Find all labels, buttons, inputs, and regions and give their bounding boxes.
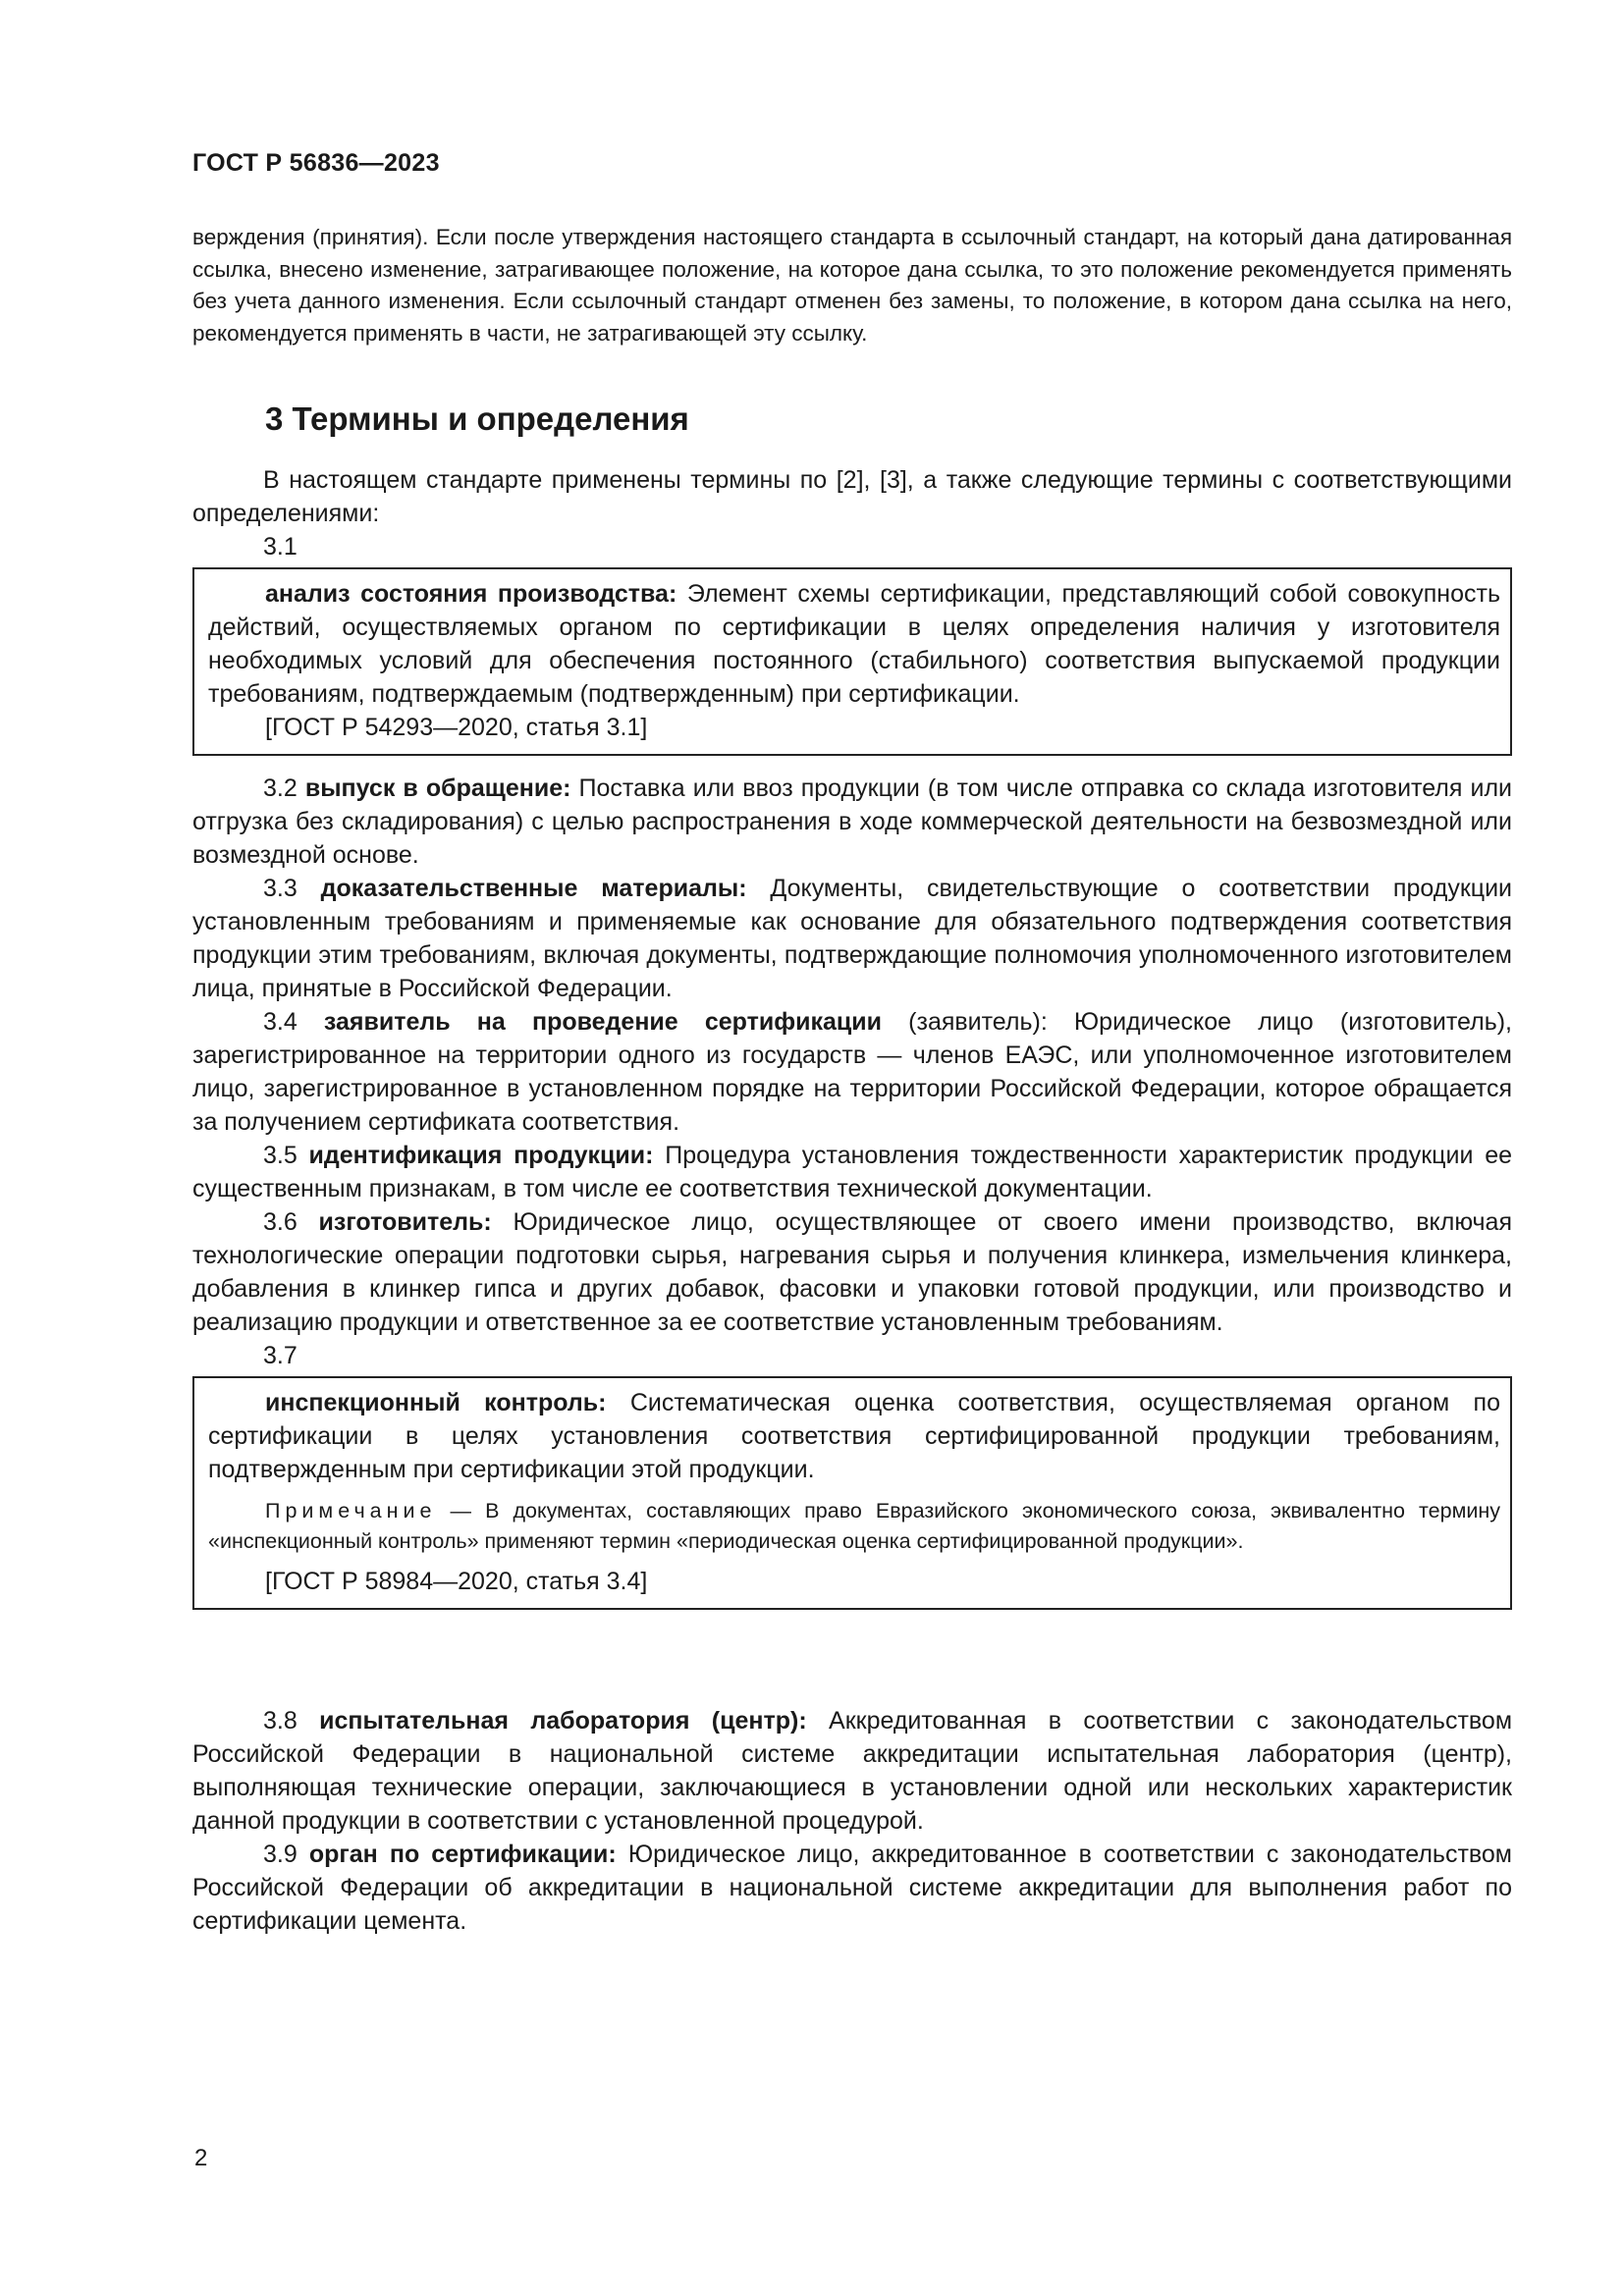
term-definition: Юридическое лицо, осуществляющее от своего имени производство, включая технологические операции подготовки сырья, нагревания сырья и получения клинкера, измельчения клинкера, добавления в клинкер гипса и других добавок, фасовки и упаковки готовой продукции, или производство и реализацию продукции и ответственное за ее соответствие установленным требованиям. xyxy=(192,1208,1512,1336)
intro-paragraph: верждения (принятия). Если после утверждения настоящего стандарта в ссылочный стандарт, на который дана датированная ссылка, внесено изменение, затрагивающее положение, на которое дана ссылка, то это положение рекомендуется применять без учета данного изменения. Если ссылочный стандарт отменен без замены, то положение, в котором дана ссылка на него, рекомендуется применять в части, не затрагивающей эту ссылку. xyxy=(192,225,1512,346)
term-name: доказательственные материалы: xyxy=(320,875,747,902)
term-name: изготовитель: xyxy=(318,1208,492,1236)
term-definition: Элемент схемы сертификации, представляющий собой совокупность действий, осуществляемых органом по сертификации в целях определения наличия у изготовителя необходимых условий для обеспечения постоянного (стабильного) соответствия выпускаемой продукции требованиям, подтверждаемым (подтвержденным) при сертификации. xyxy=(208,580,1500,708)
section-body xyxy=(192,463,1512,756)
term-name: испытательная лаборатория (центр): xyxy=(319,1707,807,1735)
term-entry xyxy=(208,1386,1500,1486)
term-definition: Аккредитованная в соответствии с законодательством Российской Федерации в национальной системе аккредитации испытательная лаборатория (центр), выполняющая технические операции, заключающиеся в установлении одной или нескольких характеристик данной продукции в соответствии с установленной процедурой. xyxy=(192,1707,1513,1835)
term-entry xyxy=(192,772,1512,872)
term-number: 3.7 xyxy=(263,1342,298,1369)
term-name: заявитель на проведение сертификации xyxy=(323,1008,882,1036)
term-definition: (заявитель): Юридическое лицо (изготовитель), зарегистрированное на территории одного из государств — членов ЕАЭС, или уполномоченное изготовителем лицо, зарегистрированное в установленном порядке на территории Российской Федерации, которое обращается за получением сертификата соответствия. xyxy=(192,1008,1512,1136)
term-definition: Систематическая оценка соответствия, осуществляемая органом по сертификации в целях установления соответствия сертифицированной продукции требованиям, подтвержденным при сертификации этой продукции. xyxy=(208,1389,1500,1483)
page-number: 2 xyxy=(194,2145,208,2171)
terms-list-2 xyxy=(192,1704,1512,1938)
term-entry xyxy=(192,1838,1512,1938)
section-title: 3 Термины и определения xyxy=(265,400,689,437)
term-entry xyxy=(192,1139,1512,1205)
term-number: 3.8 xyxy=(263,1707,320,1735)
term-definition: Юридическое лицо, аккредитованное в соответствии с законодательством Российской Федерации об аккредитации в национальной системе аккредитации для выполнения работ по сертификации цемента. xyxy=(192,1841,1512,1935)
term-note xyxy=(208,1496,1500,1557)
term-box-3-7 xyxy=(192,1376,1512,1610)
note-text: — В документах, составляющих право Евразийского экономического союза, эквивалентно термину «инспекционный контроль» применяют термин «периодическая оценка сертифицированной продукции». xyxy=(208,1499,1500,1553)
term-number: 3.3 xyxy=(263,875,321,902)
term-definition: Документы, свидетельствующие о соответствии продукции установленным требованиям и применяемые как основание для обязательного подтверждения соответствия продукции этим требованиям, включая документы, подтверждающие полномочия уполномоченного изготовителем лица, принятые в Российской Федерации. xyxy=(192,875,1512,1002)
term-name: анализ состояния производства: xyxy=(265,580,677,608)
term-entry xyxy=(192,1005,1512,1139)
term-entry xyxy=(192,872,1512,1005)
term-number: 3.6 xyxy=(263,1208,319,1236)
term-name: орган по сертификации: xyxy=(308,1841,617,1868)
term-number: 3.4 xyxy=(263,1008,324,1036)
terms-list-1 xyxy=(192,772,1512,1610)
document-header: ГОСТ Р 56836—2023 xyxy=(192,149,440,177)
term-source: [ГОСТ Р 54293—2020, статья 3.1] xyxy=(265,714,648,741)
term-name: идентификация продукции: xyxy=(308,1142,654,1169)
term-entry xyxy=(192,1704,1512,1838)
note-label: Примечание xyxy=(265,1499,437,1522)
term-name: выпуск в обращение: xyxy=(304,774,571,802)
term-entry xyxy=(208,577,1500,711)
term-number: 3.2 xyxy=(263,774,305,802)
term-box-3-1 xyxy=(192,567,1512,756)
term-number: 3.5 xyxy=(263,1142,309,1169)
term-definition: Поставка или ввоз продукции (в том числе отправка со склада изготовителя или отгрузка без складирования) с целью распространения в ходе коммерческой деятельности на безвозмездной или возмездной основе. xyxy=(192,774,1512,869)
term-number: 3.1 xyxy=(263,533,298,561)
section-lead: В настоящем стандарте применены термины по [2], [3], а также следующие термины с соответствующими определениями: xyxy=(192,466,1512,527)
term-entry xyxy=(192,1205,1512,1339)
term-number: 3.9 xyxy=(263,1841,309,1868)
term-name: инспекционный контроль: xyxy=(265,1389,607,1416)
term-definition: Процедура установления тождественности характеристик продукции ее существенным признакам, в том числе ее соответствия технической документации. xyxy=(192,1142,1512,1202)
term-source: [ГОСТ Р 58984—2020, статья 3.4] xyxy=(265,1568,648,1595)
